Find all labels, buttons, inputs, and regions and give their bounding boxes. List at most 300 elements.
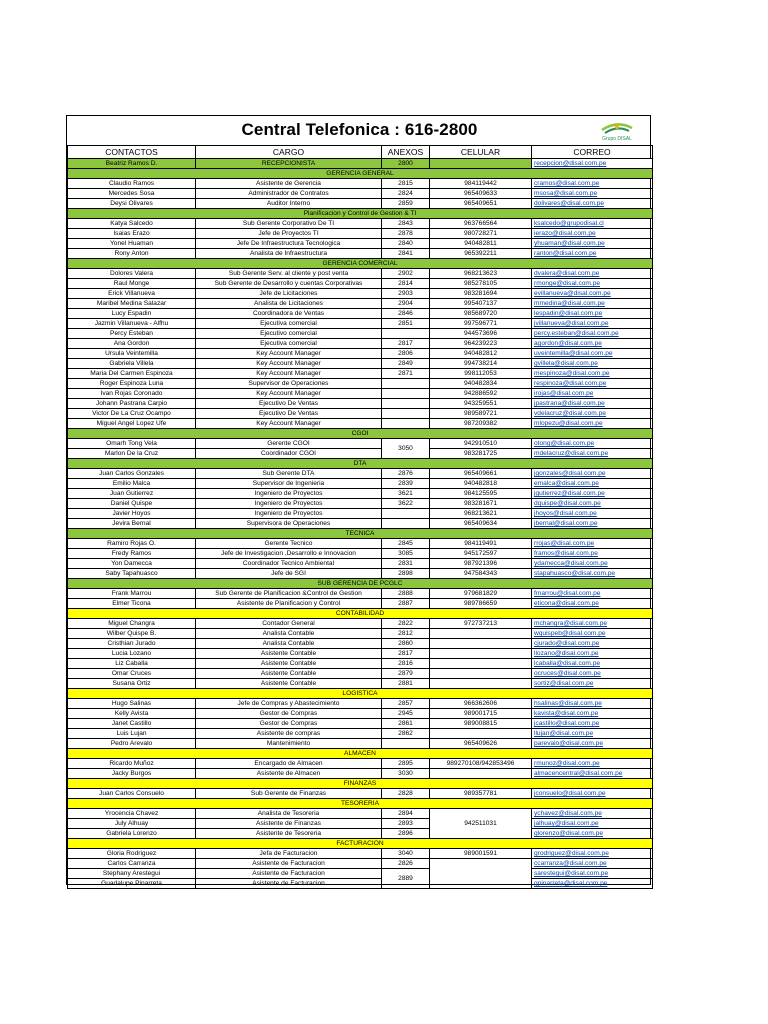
table-row [68, 559, 653, 569]
contact-name: Jevira Bernal [68, 519, 196, 529]
contact-name: Maribel Medina Salazar [68, 299, 196, 309]
contact-email-link[interactable]: ydamecca@disal.com.pe [532, 559, 653, 569]
table-row [68, 389, 653, 399]
contact-cargo: Mantenimiento [196, 739, 382, 749]
contact-celular [430, 159, 532, 169]
contact-celular: 942886592 [430, 389, 532, 399]
contact-celular [430, 729, 532, 739]
section-header [68, 529, 653, 539]
contact-cargo: Analista Contable [196, 629, 382, 639]
contact-email-link[interactable]: respinoza@disal.com.pe [532, 379, 653, 389]
contact-email-link[interactable]: dquispe@disal.com.pe [532, 499, 653, 509]
table-row [68, 199, 653, 209]
table-row [68, 649, 653, 659]
contact-name: Juan Carlos Gonzales [68, 469, 196, 479]
contact-name: Luis Lujan [68, 729, 196, 739]
contact-email-link[interactable]: ierazo@disal.com.pe [532, 229, 653, 239]
contact-name: Deysi Olivares [68, 199, 196, 209]
contact-email-link[interactable]: lespadin@disal.com.pe [532, 309, 653, 319]
table-row [68, 549, 653, 559]
contact-name: Juan Carlos Consuelo [68, 789, 196, 799]
contact-cargo: Asistente de Planificacion y Control [196, 599, 382, 609]
contact-email-link[interactable]: glorenzo@disal.com.pe [532, 829, 653, 839]
contact-celular: 945172597 [430, 549, 532, 559]
contact-anexo: 3621 [382, 489, 430, 499]
contact-cargo: Sub Gerente de Desarrollo y cuentas Corporativas [196, 279, 382, 289]
contact-name: Raul Monge [68, 279, 196, 289]
contact-name: Miguel Changra [68, 619, 196, 629]
table-row [68, 319, 653, 329]
contact-celular: 994738214 [430, 359, 532, 369]
contact-email-link[interactable]: jcastillo@disal.com.pe [532, 719, 653, 729]
contact-celular: 965409626 [430, 739, 532, 749]
table-row [68, 279, 653, 289]
contact-cargo: Key Account Manager [196, 369, 382, 379]
contact-email-link[interactable]: jpastrana@disal.com.pe [532, 399, 653, 409]
section-label: Planificacion y Control de Gestion & TI [68, 209, 653, 219]
table-row [68, 289, 653, 299]
contact-celular: 983281671 [430, 499, 532, 509]
page-title: Central Telefonica : 616-2800 [241, 120, 478, 139]
contact-name: Emilio Malca [68, 479, 196, 489]
contact-email-link[interactable]: yhuaman@disal.com.pe [532, 239, 653, 249]
contact-celular [430, 649, 532, 659]
contact-email-link[interactable]: jhoyos@disal.com.pe [532, 509, 653, 519]
contact-email-link[interactable]: jgutierrez@disal.com.pe [532, 489, 653, 499]
contact-anexo: 2841 [382, 249, 430, 259]
contact-email-link[interactable]: mespinoza@disal.com.pe [532, 369, 653, 379]
logo-text: Grupo DISAL [602, 136, 632, 142]
contact-anexo: 3050 [382, 439, 430, 459]
contact-celular: 989786659 [430, 599, 532, 609]
contact-name: Jazmin Villanueva - Alfhu [68, 319, 196, 329]
header-contactos: CONTACTOS [68, 146, 196, 159]
contact-name: Katya Salcedo [68, 219, 196, 229]
contact-name: July Alhuay [68, 819, 196, 829]
contact-anexo: 2878 [382, 229, 430, 239]
contact-celular: 989589721 [430, 409, 532, 419]
table-row [68, 809, 653, 819]
table-row [68, 189, 653, 199]
contact-anexo: 2812 [382, 629, 430, 639]
table-row [68, 339, 653, 349]
section-label: ALMACEN [68, 749, 653, 759]
table-row [68, 449, 653, 459]
contact-name: Frank Marrou [68, 589, 196, 599]
contact-email-link[interactable]: agordon@disal.com.pe [532, 339, 653, 349]
contact-cargo: Asistente Contable [196, 649, 382, 659]
contact-email-link[interactable]: ccarranza@disal.com.pe [532, 859, 653, 869]
contact-anexo: 2849 [382, 359, 430, 369]
contact-email-link[interactable]: jvillanueva@disal.com.pe [532, 319, 653, 329]
grupo-disal-logo [594, 118, 640, 144]
table-row [68, 869, 653, 879]
contact-email-link[interactable]: llujan@disal.com.pe [532, 729, 653, 739]
contact-celular: 965392211 [430, 249, 532, 259]
contact-cargo: Sub Gerente de Finanzas [196, 789, 382, 799]
contact-name: Marlon De la Cruz [68, 449, 196, 459]
contact-anexo: 2896 [382, 829, 430, 839]
contact-email-link[interactable]: irojas@disal.com.pe [532, 389, 653, 399]
contact-celular: 989001715 [430, 709, 532, 719]
table-row [68, 379, 653, 389]
contact-email-link[interactable]: cjurado@disal.com.pe [532, 639, 653, 649]
contact-celular: 989008815 [430, 719, 532, 729]
contact-name: Janet Castillo [68, 719, 196, 729]
contact-name: Lucy Espadin [68, 309, 196, 319]
table-row [68, 709, 653, 719]
contact-celular: 965409661 [430, 469, 532, 479]
section-header [68, 259, 653, 269]
contact-name: Gabriela Villela [68, 359, 196, 369]
contact-email-link[interactable]: recepcion@disal.com.pe [532, 159, 653, 169]
contact-anexo: 2859 [382, 199, 430, 209]
contact-cargo: Jefe de Licitaciones [196, 289, 382, 299]
contact-cargo: Key Account Manager [196, 389, 382, 399]
contact-email-link[interactable]: parevalo@disal.com.pe [532, 739, 653, 749]
contact-name: Roger Espinoza Luna [68, 379, 196, 389]
contact-cargo: Auditor Interno [196, 199, 382, 209]
contact-email-link[interactable]: jalhuay@disal.com.pe [532, 819, 653, 829]
contact-anexo: 2840 [382, 239, 430, 249]
table-row [68, 589, 653, 599]
contact-celular: 979681829 [430, 589, 532, 599]
contact-celular: 997596771 [430, 319, 532, 329]
contact-celular: 947584343 [430, 569, 532, 579]
contact-celular: 984119442 [430, 179, 532, 189]
contact-celular: 980728271 [430, 229, 532, 239]
contact-name: Ramiro Rojas O. [68, 539, 196, 549]
contact-anexo: 2839 [382, 479, 430, 489]
contact-anexo: 2800 [382, 159, 430, 169]
table-row [68, 539, 653, 549]
contact-cargo: Asistente de Tesoreria [196, 829, 382, 839]
table-row [68, 509, 653, 519]
contact-name: Ana Gordon [68, 339, 196, 349]
contact-celular: 989270108/942853496 [430, 759, 532, 769]
contact-anexo: 2887 [382, 599, 430, 609]
table-row [68, 699, 653, 709]
contact-anexo: 2861 [382, 719, 430, 729]
contact-email-link[interactable]: mlopezu@disal.com.pe [532, 419, 653, 429]
section-label: GERENCIA GENERAL [68, 169, 653, 179]
contact-cargo: Analista de Licitaciones [196, 299, 382, 309]
contact-name: Maria Del Carmen Espinoza [68, 369, 196, 379]
contact-name: Fredy Ramos [68, 549, 196, 559]
table-row [68, 599, 653, 609]
contact-name: Daniel Quispe [68, 499, 196, 509]
contact-email-link[interactable]: mmedina@disal.com.pe [532, 299, 653, 309]
contact-email-link[interactable]: rrojas@disal.com.pe [532, 539, 653, 549]
contact-name: Omarh Tong Vela [68, 439, 196, 449]
contact-cargo: Sub Gerente Serv. al cliente y post venta [196, 269, 382, 279]
contact-celular: 995407137 [430, 299, 532, 309]
contact-cargo: Analista de Tesoreria [196, 809, 382, 819]
contact-celular: 940482811 [430, 239, 532, 249]
contact-anexo [382, 419, 430, 429]
section-label: GERENCIA COMERCIAL [68, 259, 653, 269]
contact-email-link[interactable]: ychavez@disal.com.pe [532, 809, 653, 819]
contact-celular: 943259551 [430, 399, 532, 409]
contact-anexo: 2871 [382, 369, 430, 379]
section-header [68, 209, 653, 219]
contact-email-link[interactable]: llozano@disal.com.pe [532, 649, 653, 659]
contact-cargo: Coordinadora de Ventas [196, 309, 382, 319]
table-row [68, 639, 653, 649]
contact-anexo [382, 379, 430, 389]
table-row [68, 229, 653, 239]
contact-email-link[interactable]: rmunoz@disal.com.pe [532, 759, 653, 769]
contact-anexo: 2826 [382, 859, 430, 869]
contact-email-link[interactable]: wquispeb@disal.com.pe [532, 629, 653, 639]
contact-name: Miguel Angel Lopez Ufe [68, 419, 196, 429]
contact-name: Claudio Ramos [68, 179, 196, 189]
contact-anexo [382, 509, 430, 519]
contact-name: Javier Hoyos [68, 509, 196, 519]
contact-cargo: Jefe De Infraestructura Tecnologica [196, 239, 382, 249]
contact-cargo: Jefa de Facturacion [196, 849, 382, 859]
contact-email-link[interactable]: mdelacruz@disal.com.pe [532, 449, 653, 459]
contact-anexo [382, 519, 430, 529]
contact-cargo: Asistente de compras [196, 729, 382, 739]
contact-name: Gabriela Lorenzo [68, 829, 196, 839]
section-header [68, 429, 653, 439]
header-anexos: ANEXOS [382, 146, 430, 159]
table-row [68, 499, 653, 509]
contact-cargo: Gerente CGOI [196, 439, 382, 449]
contact-anexo [382, 329, 430, 339]
contact-name: Mercedes Sosa [68, 189, 196, 199]
contact-email-link[interactable]: stapahuasco@disal.com.pe [532, 569, 653, 579]
contact-email-link[interactable]: dvalera@disal.com.pe [532, 269, 653, 279]
contact-anexo: 3040 [382, 849, 430, 859]
contact-email-link[interactable]: gvillela@disal.com.pe [532, 359, 653, 369]
table-row [68, 359, 653, 369]
contact-email-link[interactable]: uveintemilla@disal.com.pe [532, 349, 653, 359]
contact-anexo: 2860 [382, 639, 430, 649]
contact-email-link[interactable]: jgonzales@disal.com.pe [532, 469, 653, 479]
contact-anexo: 2881 [382, 679, 430, 689]
contact-cargo: Administrador de Contratos [196, 189, 382, 199]
contact-anexo: 2857 [382, 699, 430, 709]
contact-cargo: Coordinador Tecnico Ambiental [196, 559, 382, 569]
contact-cargo: Ingeniero de Proyectos [196, 509, 382, 519]
contact-email-link[interactable]: ocruces@disal.com.pe [532, 669, 653, 679]
contact-celular: 963766564 [430, 219, 532, 229]
table-row [68, 409, 653, 419]
contact-celular: 942910510 [430, 439, 532, 449]
table-row [68, 369, 653, 379]
contact-name: Jacky Burgos [68, 769, 196, 779]
contact-name: Isaias Erazo [68, 229, 196, 239]
table-row [68, 299, 653, 309]
table-row [68, 249, 653, 259]
contact-email-link[interactable]: ksalcedo@grupodisal.cl [532, 219, 653, 229]
contact-name: Cristhian Jurado [68, 639, 196, 649]
contact-name: Johann Pastrana Carpio [68, 399, 196, 409]
section-label: FINANZAS [68, 779, 653, 789]
contact-cargo: Coordinador CGOI [196, 449, 382, 459]
contact-email-link[interactable]: gpinarreta@disal.com.pe [532, 879, 653, 889]
contact-email-link[interactable]: sarestegui@disal.com.pe [532, 869, 653, 879]
contact-cargo: Ingeniero de Proyectos [196, 499, 382, 509]
contact-cargo: Ejecutivo De Ventas [196, 409, 382, 419]
section-label: CONTABILIDAD [68, 609, 653, 619]
contact-email-link[interactable]: mchangra@disal.com.pe [532, 619, 653, 629]
contact-email-link[interactable]: cramos@disal.com.pe [532, 179, 653, 189]
table-row [68, 439, 653, 449]
contact-email-link[interactable]: evillanueva@disal.com.pe [532, 289, 653, 299]
contact-email-link[interactable]: kavista@disal.com.pe [532, 709, 653, 719]
table-row [68, 739, 653, 749]
table-row [68, 859, 653, 869]
contact-email-link[interactable]: percy.esteban@disal.com.pe [532, 329, 653, 339]
contact-anexo: 3622 [382, 499, 430, 509]
header-correo: CORREO [532, 146, 653, 159]
contact-celular: 942511031 [430, 809, 532, 839]
section-label: FACTURACION [68, 839, 653, 849]
contact-celular: 940482818 [430, 479, 532, 489]
contact-celular: 987209382 [430, 419, 532, 429]
contact-cargo: Ejecutiva comercial [196, 319, 382, 329]
contact-email-link[interactable]: hsalinas@disal.com.pe [532, 699, 653, 709]
table-row [68, 719, 653, 729]
contact-email-link[interactable]: almacencentral@disal.com.pe [532, 769, 653, 779]
contact-anexo [382, 409, 430, 419]
contact-anexo: 2824 [382, 189, 430, 199]
contact-celular: 940482812 [430, 349, 532, 359]
contact-celular: 965409634 [430, 519, 532, 529]
contact-cargo: Key Account Manager [196, 359, 382, 369]
contact-email-link[interactable]: framos@disal.com.pe [532, 549, 653, 559]
contact-name: Juan Gutierrez [68, 489, 196, 499]
contact-anexo: 2828 [382, 789, 430, 799]
contact-celular: 984125595 [430, 489, 532, 499]
contact-cargo: Encargado de Almacen [196, 759, 382, 769]
contact-cargo: Key Account Manager [196, 419, 382, 429]
contact-name: Gloria Rodriguez [68, 849, 196, 859]
contact-cargo: Ejecutivo De Ventas [196, 399, 382, 409]
contact-celular [430, 769, 532, 779]
contact-email-link[interactable]: emalca@disal.com.pe [532, 479, 653, 489]
table-row [68, 419, 653, 429]
contact-name: Kelly Avista [68, 709, 196, 719]
section-label: DTA [68, 459, 653, 469]
contact-name: Ursula Veintemilla [68, 349, 196, 359]
contact-celular: 965409651 [430, 199, 532, 209]
contact-anexo: 2876 [382, 469, 430, 479]
contact-name: Stephany Arestegui [68, 869, 196, 879]
contact-cargo: Asistente de Facturacion [196, 869, 382, 879]
contact-email-link[interactable]: jconsuelo@disal.com.pe [532, 789, 653, 799]
contact-name: Dolores Valera [68, 269, 196, 279]
contact-celular: 987921396 [430, 559, 532, 569]
contact-anexo: 2894 [382, 809, 430, 819]
contact-anexo: 3030 [382, 769, 430, 779]
contact-name: Guadalupe Pinarreta [68, 879, 196, 889]
contact-name: Yon Damecca [68, 559, 196, 569]
contact-email-link[interactable]: fmarrou@disal.com.pe [532, 589, 653, 599]
contact-email-link[interactable]: rmonge@disal.com.pe [532, 279, 653, 289]
contact-cargo: Asistente de Finanzas [196, 819, 382, 829]
contact-cargo: Analista de Infraestructura [196, 249, 382, 259]
contact-anexo: 2895 [382, 759, 430, 769]
contact-email-link[interactable]: vdelacruz@disal.com.pe [532, 409, 653, 419]
contact-email-link[interactable]: msosa@disal.com.pe [532, 189, 653, 199]
section-header [68, 799, 653, 809]
contact-email-link[interactable]: jbernal@disal.com.pe [532, 519, 653, 529]
contact-celular: 989001591 [430, 849, 532, 859]
contact-celular [430, 639, 532, 649]
contact-anexo: 2814 [382, 279, 430, 289]
contact-celular: 972737213 [430, 619, 532, 629]
contact-name: Yonel Huaman [68, 239, 196, 249]
contact-cargo: Jefe de SGI [196, 569, 382, 579]
contact-name: Rony Anton [68, 249, 196, 259]
contact-celular: 944573696 [430, 329, 532, 339]
contact-cargo: Sub Gerente DTA [196, 469, 382, 479]
contact-anexo: 2822 [382, 619, 430, 629]
table-row [68, 489, 653, 499]
directory-sheet [66, 115, 651, 885]
section-label: LOGISTICA [68, 689, 653, 699]
contact-anexo: 2898 [382, 569, 430, 579]
table-row [68, 629, 653, 639]
table-row [68, 879, 653, 889]
contact-cargo: Gestor de Compras [196, 709, 382, 719]
contact-cargo: Analista Contable [196, 639, 382, 649]
contact-cargo: Asistente Contable [196, 669, 382, 679]
contact-email-link[interactable]: dolivares@disal.com.pe [532, 199, 653, 209]
contact-email-link[interactable]: sortiz@disal.com.pe [532, 679, 653, 689]
contact-email-link[interactable]: grodriguez@disal.com.pe [532, 849, 653, 859]
contact-celular: 964239223 [430, 339, 532, 349]
table-row [68, 759, 653, 769]
contact-anexo: 2806 [382, 349, 430, 359]
contact-name: Percy Esteban [68, 329, 196, 339]
contact-cargo: Sub Gerente Corporativo De TI [196, 219, 382, 229]
contact-cargo: Asistente de Facturacion [196, 859, 382, 869]
section-header [68, 579, 653, 589]
contact-anexo: 2893 [382, 819, 430, 829]
contact-name: Erick Villanueva [68, 289, 196, 299]
contact-cargo: Asistente de Almacen [196, 769, 382, 779]
contact-email-link[interactable]: ranton@disal.com.pe [532, 249, 653, 259]
contact-celular: 966362606 [430, 699, 532, 709]
table-row [68, 679, 653, 689]
contact-email-link[interactable]: eticona@disal.com.pe [532, 599, 653, 609]
section-label: CGOI [68, 429, 653, 439]
contact-celular: 998112053 [430, 369, 532, 379]
contact-cargo: Key Account Manager [196, 349, 382, 359]
contact-celular [430, 659, 532, 669]
contact-celular: 985689720 [430, 309, 532, 319]
contact-celular: 985278105 [430, 279, 532, 289]
table-row [68, 239, 653, 249]
contact-email-link[interactable]: otong@disal.com.pe [532, 439, 653, 449]
contact-anexo [382, 739, 430, 749]
contact-celular: 940482834 [430, 379, 532, 389]
contact-celular [430, 859, 532, 889]
contact-anexo: 2862 [382, 729, 430, 739]
contact-email-link[interactable]: lcaballa@disal.com.pe [532, 659, 653, 669]
contact-cargo: Jefe de Compras y Abastecimiento [196, 699, 382, 709]
contact-cargo: Supervisora de Operaciones [196, 519, 382, 529]
table-row [68, 479, 653, 489]
contact-celular: 968213623 [430, 269, 532, 279]
contact-celular: 983281694 [430, 289, 532, 299]
contact-anexo: 2843 [382, 219, 430, 229]
